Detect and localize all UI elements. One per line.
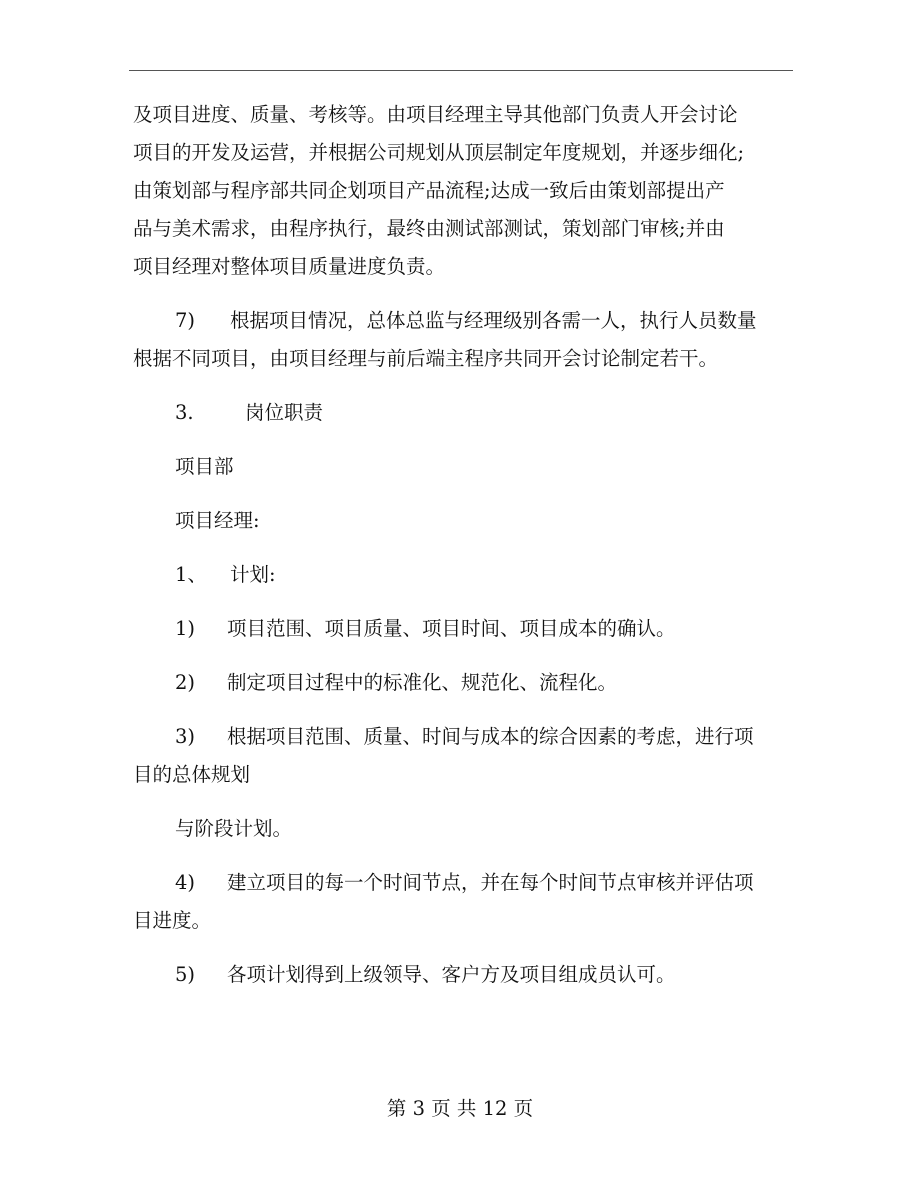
text-line: 由策划部与程序部共同企划项目产品流程;达成一致后由策划部提出产 (133, 179, 725, 202)
plan-title: 计划: (230, 563, 276, 586)
item-text-continued: 根据不同项目，由项目经理与前后端主程序共同开会讨论制定若干。 (133, 347, 719, 370)
item-number: 4) (175, 871, 196, 894)
text-line: 项目经理对整体项目质量进度负责。 (133, 255, 446, 278)
item-text: 各项计划得到上级领导、客户方及项目组成员认可。 (227, 963, 676, 986)
section-title: 岗位职责 (245, 401, 324, 424)
text-line: 品与美术需求，由程序执行，最终由测试部测试，策划部门审核;并由 (133, 217, 725, 240)
list-item-continuation: 与阶段计划。 (175, 817, 293, 840)
text-line: 及项目进度、质量、考核等。由项目经理主导其他部门负责人开会讨论 (133, 103, 738, 126)
item-text: 制定项目过程中的标准化、规范化、流程化。 (227, 671, 618, 694)
text-line: 项目的开发及运营，并根据公司规划从顶层制定年度规划，并逐步细化; (133, 141, 745, 164)
plan-heading (133, 556, 793, 594)
list-item (133, 718, 793, 794)
paragraph-project-management (133, 96, 793, 286)
item-number: 7) (175, 309, 196, 332)
role-label: 项目经理: (175, 509, 260, 532)
list-item (133, 664, 793, 702)
item-text-continued: 目进度。 (133, 909, 212, 932)
item-text: 建立项目的每一个时间节点，并在每个时间节点审核并评估项 (227, 871, 754, 894)
item-number: 2) (175, 671, 196, 694)
page-footer: 第 3 页 共 12 页 (386, 1097, 534, 1120)
item-number: 5) (175, 963, 196, 986)
item-text: 项目范围、项目质量、项目时间、项目成本的确认。 (227, 617, 676, 640)
page-content (133, 96, 793, 994)
list-item (133, 610, 793, 648)
department-label: 项目部 (175, 455, 234, 478)
item-text-continued: 目的总体规划 (133, 763, 251, 786)
header-rule (129, 70, 793, 71)
paragraph-item-7 (133, 302, 793, 378)
section-heading (133, 394, 793, 432)
list-item (133, 864, 793, 940)
item-text: 根据项目范围、质量、时间与成本的综合因素的考虑，进行项 (227, 725, 754, 748)
item-text: 根据项目情况，总体总监与经理级别各需一人，执行人员数量 (230, 309, 757, 332)
list-item (133, 956, 793, 994)
section-number: 3. (175, 401, 194, 424)
item-number: 3) (175, 725, 196, 748)
plan-number: 1、 (175, 563, 207, 586)
item-number: 1) (175, 617, 196, 640)
